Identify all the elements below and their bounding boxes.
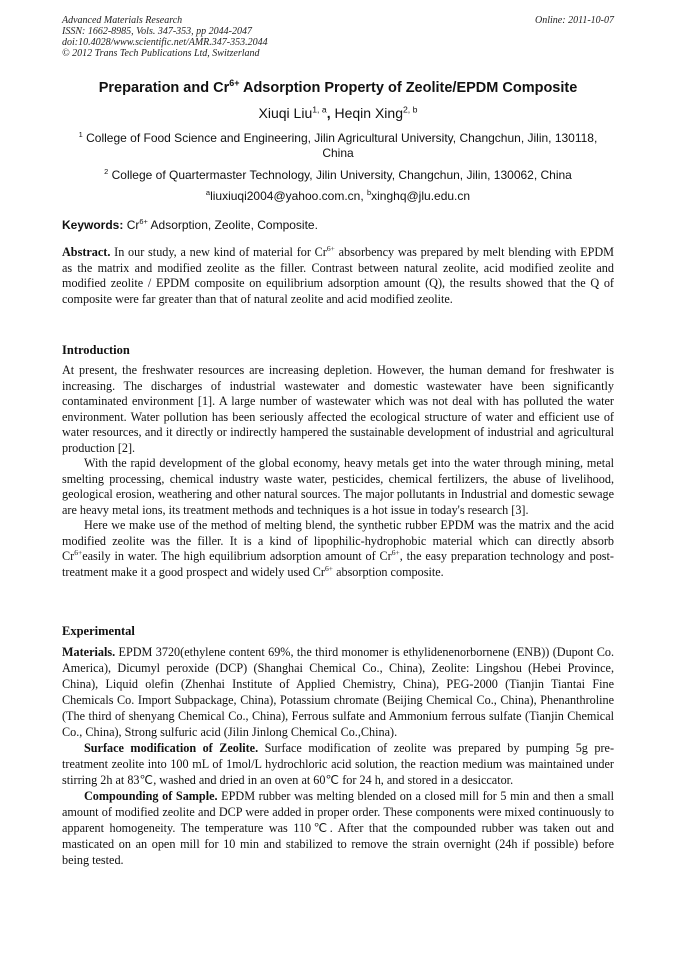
intro-p3-superscript-3: 6+ xyxy=(324,563,334,573)
surface-modification-paragraph xyxy=(62,740,614,788)
keywords xyxy=(62,218,614,232)
paper-title xyxy=(62,80,614,96)
abstract xyxy=(62,245,614,307)
affiliation-2 xyxy=(62,168,614,183)
author-separator: , xyxy=(326,105,335,121)
title-superscript: 6+ xyxy=(229,78,240,89)
introduction-body xyxy=(62,363,614,580)
compounding-text: EPDM rubber was melting blended on a closed mill for 5 min and then a small amount of modified zeolite and DCP were added in proper order. These components were mixed continuously to apparent homogeneity. The temperature was 110℃. After that the compounded rubber was taken out and masticated on an open mill for 10 min and stabilized to remove the strain overnight (24h if possible) before being tested. xyxy=(62,789,614,867)
affiliation-1-number: 1 xyxy=(78,130,83,139)
intro-p3-text-2: easily in water. The high equilibrium adsorption amount of Cr xyxy=(82,549,392,563)
experimental-heading: Experimental xyxy=(62,624,135,638)
abstract-text-1: In our study, a new kind of material for Cr xyxy=(110,245,327,259)
materials-label: Materials. xyxy=(62,645,116,659)
copyright-line: © 2012 Trans Tech Publications Ltd, Switzerland xyxy=(62,48,260,59)
surface-modification-label: Surface modification of Zeolite. xyxy=(84,741,259,755)
abstract-superscript: 6+ xyxy=(326,243,335,253)
author-2-affil: 2, b xyxy=(402,104,418,115)
intro-p3-text-3: , the easy preparation technology and post-treatment make it a good prospect and widely used Cr xyxy=(62,549,614,579)
affiliation-1 xyxy=(62,131,614,161)
intro-paragraph-2: With the rapid development of the global economy, heavy metals get into the water through mining, metal smelting processing, chemical industry waste water, pesticides, chemical fertilizers, the abuse of livelihood, geological erosion, weathering and other natural sources. The major pollutants in Industrial and domestic sewage are heavy metal ions, its treatment methods and techniques is a hot issue in today's research [3]. xyxy=(62,456,614,517)
journal-name: Advanced Materials Research xyxy=(62,15,183,26)
intro-p3-text-1: Here we make use of the method of melting blend, the synthetic rubber EPDM was the matrix and the acid modified zeolite was the filler. It is a kind of lipophilic-hydrophobic material which can directly absorb Cr xyxy=(62,518,614,563)
online-date: Online: 2011-10-07 xyxy=(535,15,614,26)
intro-p3-superscript-1: 6+ xyxy=(74,547,83,557)
title-text-2: Adsorption Property of Zeolite/EPDM Composite xyxy=(239,80,578,96)
keywords-text-2: Adsorption, Zeolite, Composite. xyxy=(147,218,318,232)
issn-line: ISSN: 1662-8985, Vols. 347-353, pp 2044-2047 xyxy=(62,26,252,37)
materials-paragraph xyxy=(62,644,614,740)
author-2: Heqin Xing xyxy=(334,105,403,121)
compounding-label: Compounding of Sample. xyxy=(84,789,218,803)
materials-text: EPDM 3720(ethylene content 69%, the third monomer is ethylidenenorbornene (ENB)) (Dupont Co. America), Dicumyl peroxide (DCP) (Shanghai Chemical Co., China), Zeolite: Lingshou (Hebei Province, China), Liquid olefin (Zhenhai Institute of Applied Chemistry, China), PEG-2000 (Tianjin Tiantai Fine Chemicals Co. Import Subpackage, China), Potassium chromate (Beijing Chemical Co., China), Phenanthroline (The third of shenyang Chemical Co., China), Ferrous sulfate and Ammonium ferrous sulfate (Tianjin Chemical Co., China), Strong sulfuric acid (Jilin Jinlong Chemical Co.,China). xyxy=(62,645,614,739)
intro-paragraph-1: At present, the freshwater resources are increasing depletion. However, the human demand for freshwater is increasing. The discharges of industrial wastewater and domestic wastewater have been significantly contaminated environment [1]. A large number of wastewater which was not deal with has polluted the water environment. Water pollution has been seriously affected the ecological structure of water and efficient use of water resources, and it directly or indirectly hampered the sustainable development of industrial and agricultural production [2]. xyxy=(62,363,614,455)
abstract-label: Abstract. xyxy=(62,245,111,259)
affiliation-1-line-2: China xyxy=(322,146,354,160)
intro-p3-text-4: absorption composite. xyxy=(333,564,444,579)
author-1: Xiuqi Liu xyxy=(258,105,313,121)
journal-header xyxy=(62,15,614,59)
keywords-label: Keywords: xyxy=(62,218,124,232)
keywords-superscript: 6+ xyxy=(139,217,148,226)
email-line xyxy=(62,189,614,204)
surface-modification-text: Surface modification of zeolite was prepared by pumping 5g pre-treatment zeolite into 100 mL of 1mol/L hydrochloric acid solution, the reaction medium was maintained under stirring 2h at 83℃, washed and dried in an oven at 60℃ for 24 h, and stored in a desiccator. xyxy=(62,741,614,787)
experimental-body xyxy=(62,644,614,868)
email-a[interactable]: liuxiuqi2004@yahoo.com.cn, xyxy=(210,189,367,203)
email-a-marker: a xyxy=(205,188,211,197)
doi-line: doi:10.4028/www.scientific.net/AMR.347-353.2044 xyxy=(62,37,268,48)
intro-p3-superscript-2: 6+ xyxy=(391,547,400,557)
keywords-text-1: Cr xyxy=(123,218,140,232)
introduction-heading: Introduction xyxy=(62,343,130,357)
affiliation-2-text: College of Quartermaster Technology, Jilin University, Changchun, Jilin, 130062, China xyxy=(108,168,572,182)
abstract-text-2: absorbency was prepared by melt blending with EPDM as the matrix and modified zeolite as the filler. Contrast between natural zeolite, acid modified zeolite and modified zeolite / EPDM composite on equilibrium adsorption amount (Q), the results showed that the Q of composite were far greater than that of natural zeolite and acid modified zeolite. xyxy=(62,245,614,306)
intro-paragraph-3 xyxy=(62,518,614,580)
author-list xyxy=(62,105,614,121)
affiliation-2-number: 2 xyxy=(104,167,109,176)
author-1-affil: 1, a xyxy=(312,104,327,115)
compounding-paragraph xyxy=(62,788,614,868)
email-b[interactable]: xinghq@jlu.edu.cn xyxy=(371,189,471,203)
title-text-1: Preparation and Cr xyxy=(98,80,230,96)
affiliation-1-line-1: College of Food Science and Engineering, Jilin Agricultural University, Changchun, Jilin, 130118, xyxy=(82,131,598,145)
email-b-marker: b xyxy=(367,188,372,197)
